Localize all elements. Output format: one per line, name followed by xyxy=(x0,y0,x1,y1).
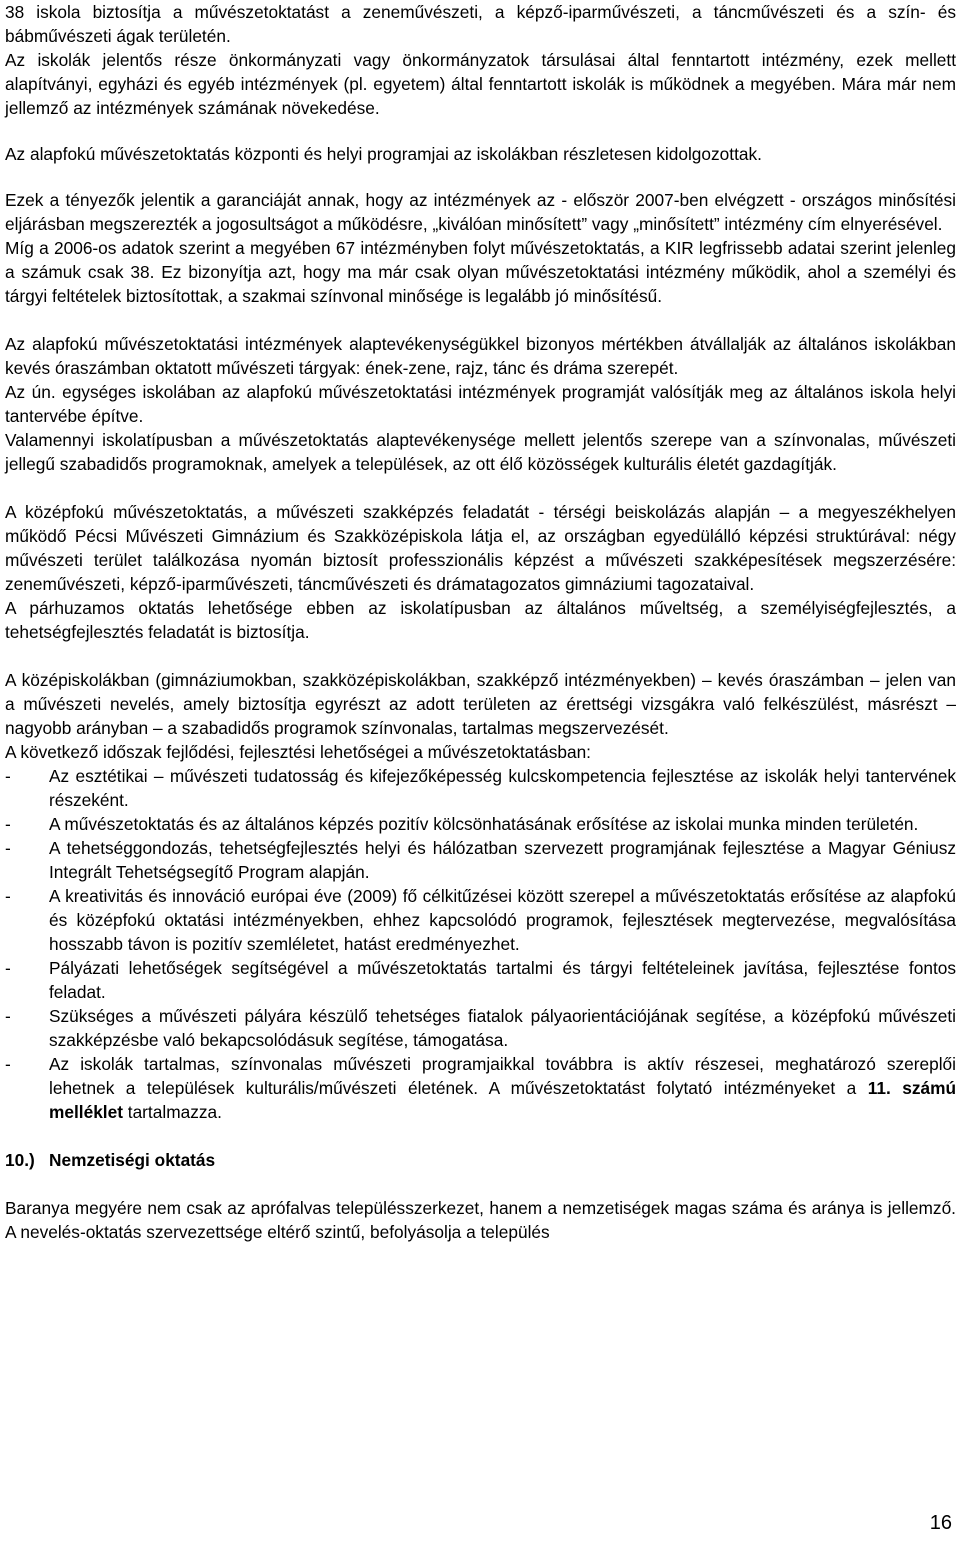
paragraph-secondary-schools: A középiskolákban (gimnáziumokban, szakközépiskolákban, szakképző intézményekben) – kevés óraszámban – jelen van a művészeti nevelés, amely biztosítja egyrészt az adott területen az érettségi vizsgákra való felkészülést, másrészt – nagyobb arányban – a szabadidős programok színvonalas, tartalmas megszervezését. xyxy=(5,670,956,738)
section-heading xyxy=(5,1148,956,1172)
paragraph-qualification: Ezek a tényezők jelentik a garanciáját annak, hogy az intézmények az - először 2007-ben elvégzett - országos minősítési eljárásban megszerezték a jogosultságot a működésre, „kiválóan minősített” vagy „minősített” intézmény cím elnyerésével. xyxy=(5,190,956,234)
paragraph-programs: Az alapfokú művészetoktatás központi és helyi programjai az iskolákban részletesen kidolgozottak. xyxy=(5,144,762,164)
list-item: - A kreativitás és innováció európai éve (2009) fő célkitűzései között szerepel a művészetoktatás erősítése az alapfokú és középfokú oktatási intézményekben, ehhez kapcsolódó programok, fejlesztések megtervezése, megvalósítása hosszabb távon is pozitív szemléletet, hatást eredményezhet. xyxy=(5,886,956,954)
paragraph-art-schools-count: 38 iskola biztosítja a művészetoktatást a zeneművészeti, a képző-iparművészeti, a táncművészeti és a szín- és bábművészeti ágak területén. xyxy=(5,2,956,46)
section-title: Nemzetiségi oktatás xyxy=(49,1150,216,1170)
paragraph-unified-school: Az ún. egységes iskolában az alapfokú művészetoktatási intézmények programját valósítják meg az általános iskola helyi tantervébe építve. xyxy=(5,382,956,426)
list-item: - Pályázati lehetőségek segítségével a művészetoktatás tartalmi és tárgyi feltételeinek javítása, fejlesztése fontos feladat. xyxy=(5,958,956,1002)
annex-reference: 11. számú melléklet xyxy=(49,1078,956,1122)
paragraph-parallel-education: A párhuzamos oktatás lehetősége ebben az iskolatípusban az általános műveltség, a személyiségfejlesztés, a tehetségfejlesztés feladatát is biztosítja. xyxy=(5,598,956,642)
paragraph-development-intro: A következő időszak fejlődési, fejlesztési lehetőségei a művészetoktatásban: xyxy=(5,742,591,762)
paragraph-nationalities: Baranya megyére nem csak az aprófalvas településszerkezet, hanem a nemzetiségek magas száma és aránya is jellemző. A nevelés-oktatás szervezettsége eltérő szintű, befolyásolja a település xyxy=(5,1198,956,1242)
page-number: 16 xyxy=(929,1512,952,1534)
paragraph-leisure-programs: Valamennyi iskolatípusban a művészetoktatás alaptevékenysége mellett jelentős szerepe van a színvonalas, művészeti jellegű szabadidős programoknak, amelyek a települések, az ott élő közösségek kulturális életét gazdagítják. xyxy=(5,430,956,474)
development-list xyxy=(5,764,956,1124)
list-item: - A művészetoktatás és az általános képzés pozitív kölcsönhatásának erősítése az iskolai munka minden területén. xyxy=(5,814,919,834)
paragraph-statistics: Míg a 2006-os adatok szerint a megyében 67 intézményben folyt művészetoktatás, a KIR legfrissebb adatai szerint jelenleg a számuk csak 38. Ez bizonyítja azt, hogy ma már csak olyan művészetoktatási intézmény működik, ahol a személyi és tárgyi feltételek biztosítottak, a szakmai színvonal minősége is legalább jó minősítésű. xyxy=(5,238,956,306)
section-number: 10.) xyxy=(5,1150,35,1170)
list-item: - Szükséges a művészeti pályára készülő tehetséges fiatalok pályaorientációjának segítése, a középfokú művészeti szakképzésbe való bekapcsolódásuk segítése, támogatása. xyxy=(5,1006,956,1050)
document-page xyxy=(5,0,956,1244)
list-item: - Az esztétikai – művészeti tudatosság és kifejezőképesség kulcskompetencia fejlesztése az iskolák helyi tantervének részeként. xyxy=(5,766,956,810)
paragraph-secondary-art: A középfokú művészetoktatás, a művészeti szakképzés feladatát - térségi beiskolázás alapján – a megyeszékhelyen működő Pécsi Művészeti Gimnázium és Szakközépiskola látja el, az országban egyedülálló képzési struktúrával: négy művészeti terület találkozása nyomán biztosít professzionális képzést a művészeti szakképesítések megszerzésére: zeneművészeti, képző-iparművészeti, táncművészeti és drámatagozatos gimnáziumi tagozataival. xyxy=(5,502,956,594)
paragraph-basic-level: Az alapfokú művészetoktatási intézmények alaptevékenységükkel bizonyos mértékben átvállalják az általános iskolákban kevés óraszámban oktatott művészeti tárgyak: ének-zene, rajz, tánc és dráma szerepét. xyxy=(5,334,956,378)
paragraph-maintainers: Az iskolák jelentős része önkormányzati vagy önkormányzatok társulásai által fenntartott intézmény, ezek mellett alapítványi, egyházi és egyéb intézmények (pl. egyetem) által fenntartott iskolák is működnek a megyében. Mára már nem jellemző az intézmények számának növekedése. xyxy=(5,50,956,118)
list-item: - A tehetséggondozás, tehetségfejlesztés helyi és hálózatban szervezett programjának fejlesztése a Magyar Géniusz Integrált Tehetségsegítő Program alapján. xyxy=(5,838,956,882)
list-item: - Az iskolák tartalmas, színvonalas művészeti programjaikkal továbbra is aktív részesei, meghatározó szereplői lehetnek a települések kulturális/művészeti életének. A művészetoktatást folytató intézményeket a 11. számú melléklet tartalmazza. xyxy=(5,1054,956,1122)
